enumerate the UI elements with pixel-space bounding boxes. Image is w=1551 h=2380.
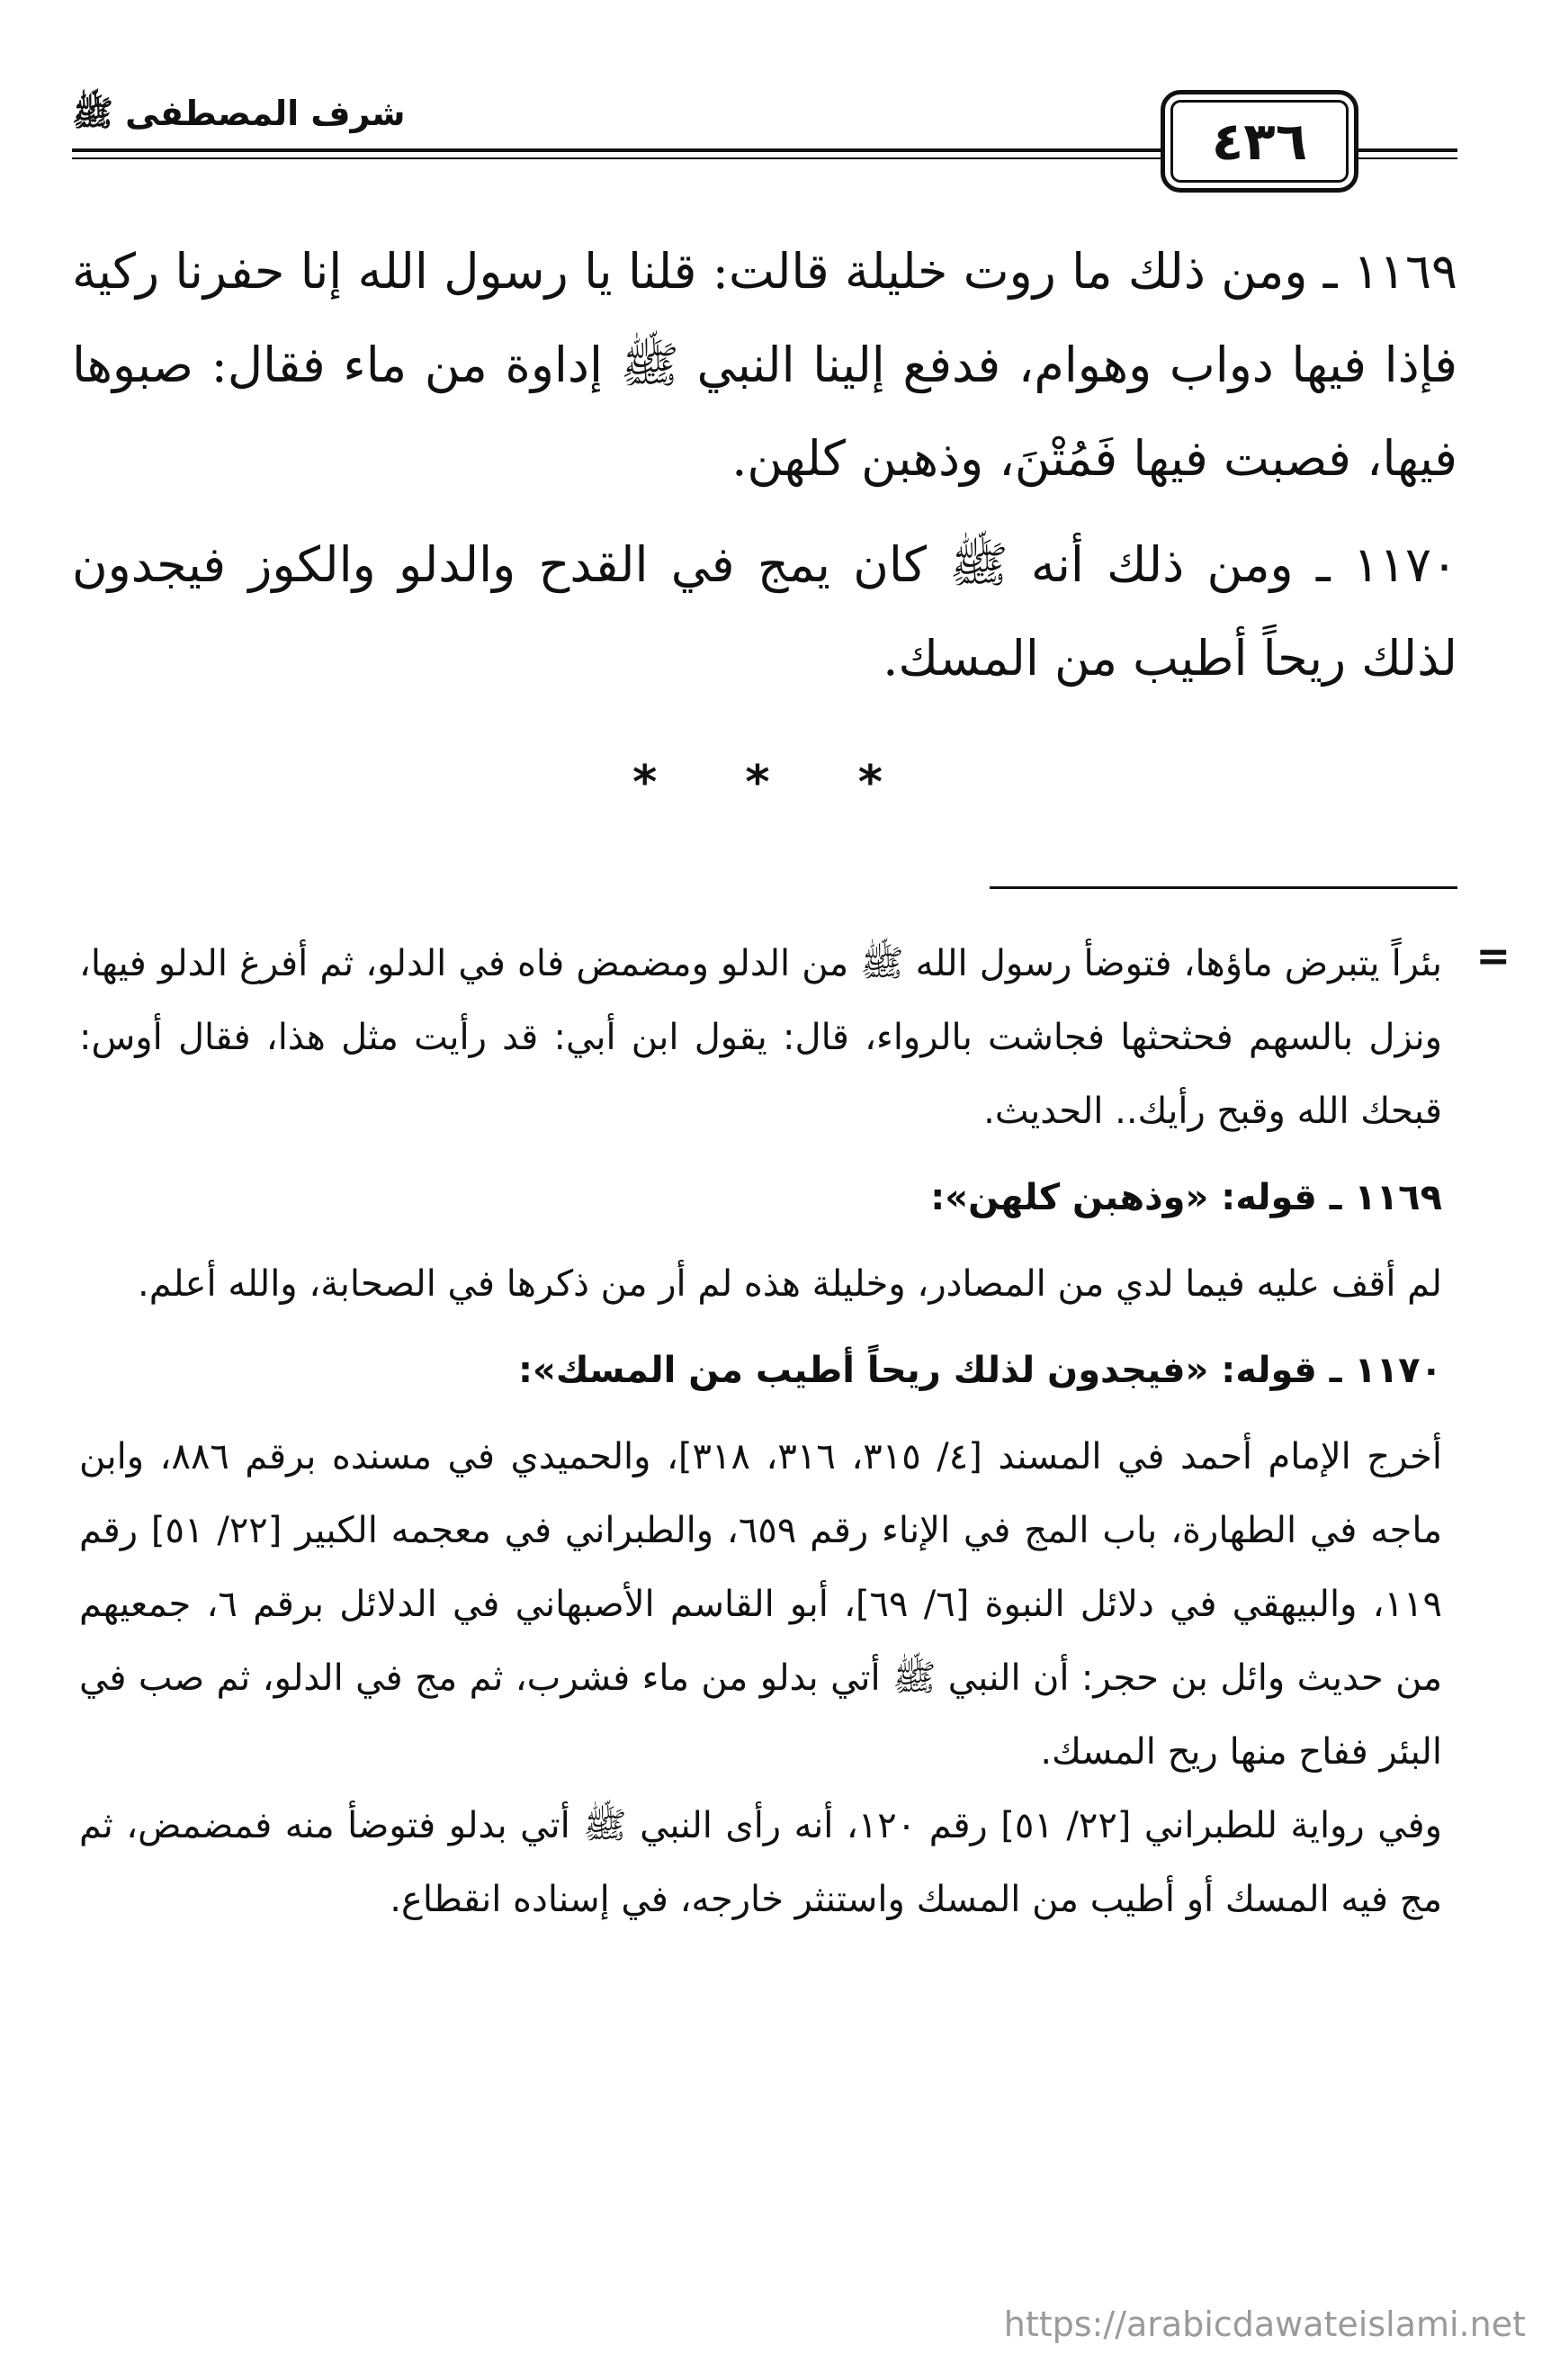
main-text <box>72 225 1457 718</box>
footnote-rule <box>990 886 1457 889</box>
book-title: شرف المصطفى ﷺ <box>72 94 406 133</box>
footnote-1169-heading: ١١٦٩ ـ قوله: «وذهبن كلهن»: <box>930 1177 1442 1218</box>
page-number: ٤٣٦ <box>1161 90 1358 193</box>
section-separator: * * * <box>632 756 919 810</box>
footnotes <box>79 927 1442 1949</box>
footnote-continuation: بئراً يتبرض ماؤها، فتوضأ رسول الله ﷺ من الدلو ومضمض فاه في الدلو، ثم أفرغ الدلو فيها، ونزل بالسهم فحثحثها فجاشت بالرواء، قال: يقول ابن أبي: قد رأيت مثل هذا، فقال أوس: قبحك الله وقبح رأيك.. الحديث. <box>79 943 1442 1132</box>
footnote-1170-heading: ١١٧٠ ـ قوله: «فيجدون لذلك ريحاً أطيب من المسك»: <box>517 1350 1442 1391</box>
page-header <box>72 76 1457 184</box>
watermark-url: https://arabicdawateislami.net <box>1003 2304 1526 2344</box>
footnote-1170-body-1: أخرج الإمام أحمد في المسند [٤/ ٣١٥، ٣١٦، ٣١٨]، والحميدي في مسنده برقم ٨٨٦، وابن ماجه في الطهارة، باب المج في الإناء رقم ٦٥٩، والطبراني في معجمه الكبير [٢٢/ ٥١] رقم ١١٩، والبيهقي في دلائل النبوة [٦/ ٦٩]، أبو القاسم الأصبهاني في الدلائل برقم ٦، جمعيهم من حديث وائل بن حجر: أن النبي ﷺ أتي بدلو من ماء فشرب، ثم مج في الدلو، ثم صب في البئر ففاح منها ريح المسك. <box>79 1436 1443 1773</box>
hadith-1169: ١١٦٩ ـ ومن ذلك ما روت خليلة قالت: قلنا يا رسول الله إنا حفرنا ركية فإذا فيها دواب وهوام، فدفع إلينا النبي ﷺ إداوة من ماء فقال: صبوها فيها، فصبت فيها فَمُتْنَ، وذهبن كلهن. <box>72 243 1457 487</box>
hadith-1170: ١١٧٠ ـ ومن ذلك أنه ﷺ كان يمج في القدح والدلو والكوز فيجدون لذلك ريحاً أطيب من المسك. <box>72 536 1457 687</box>
footnote-1169-body: لم أقف عليه فيما لدي من المصادر، وخليلة هذه لم أر من ذكرها في الصحابة، والله أعلم. <box>138 1263 1442 1305</box>
footnote-1170-body-2: وفي رواية للطبراني [٢٢/ ٥١] رقم ١٢٠، أنه رأى النبي ﷺ أتي بدلو فتوضأ منه فمضمض، ثم مج فيه المسك أو أطيب من المسك واستنثر خارجه، في إسناده انقطاع. <box>79 1805 1442 1920</box>
footnote-continuation-marker: = <box>1475 931 1511 980</box>
